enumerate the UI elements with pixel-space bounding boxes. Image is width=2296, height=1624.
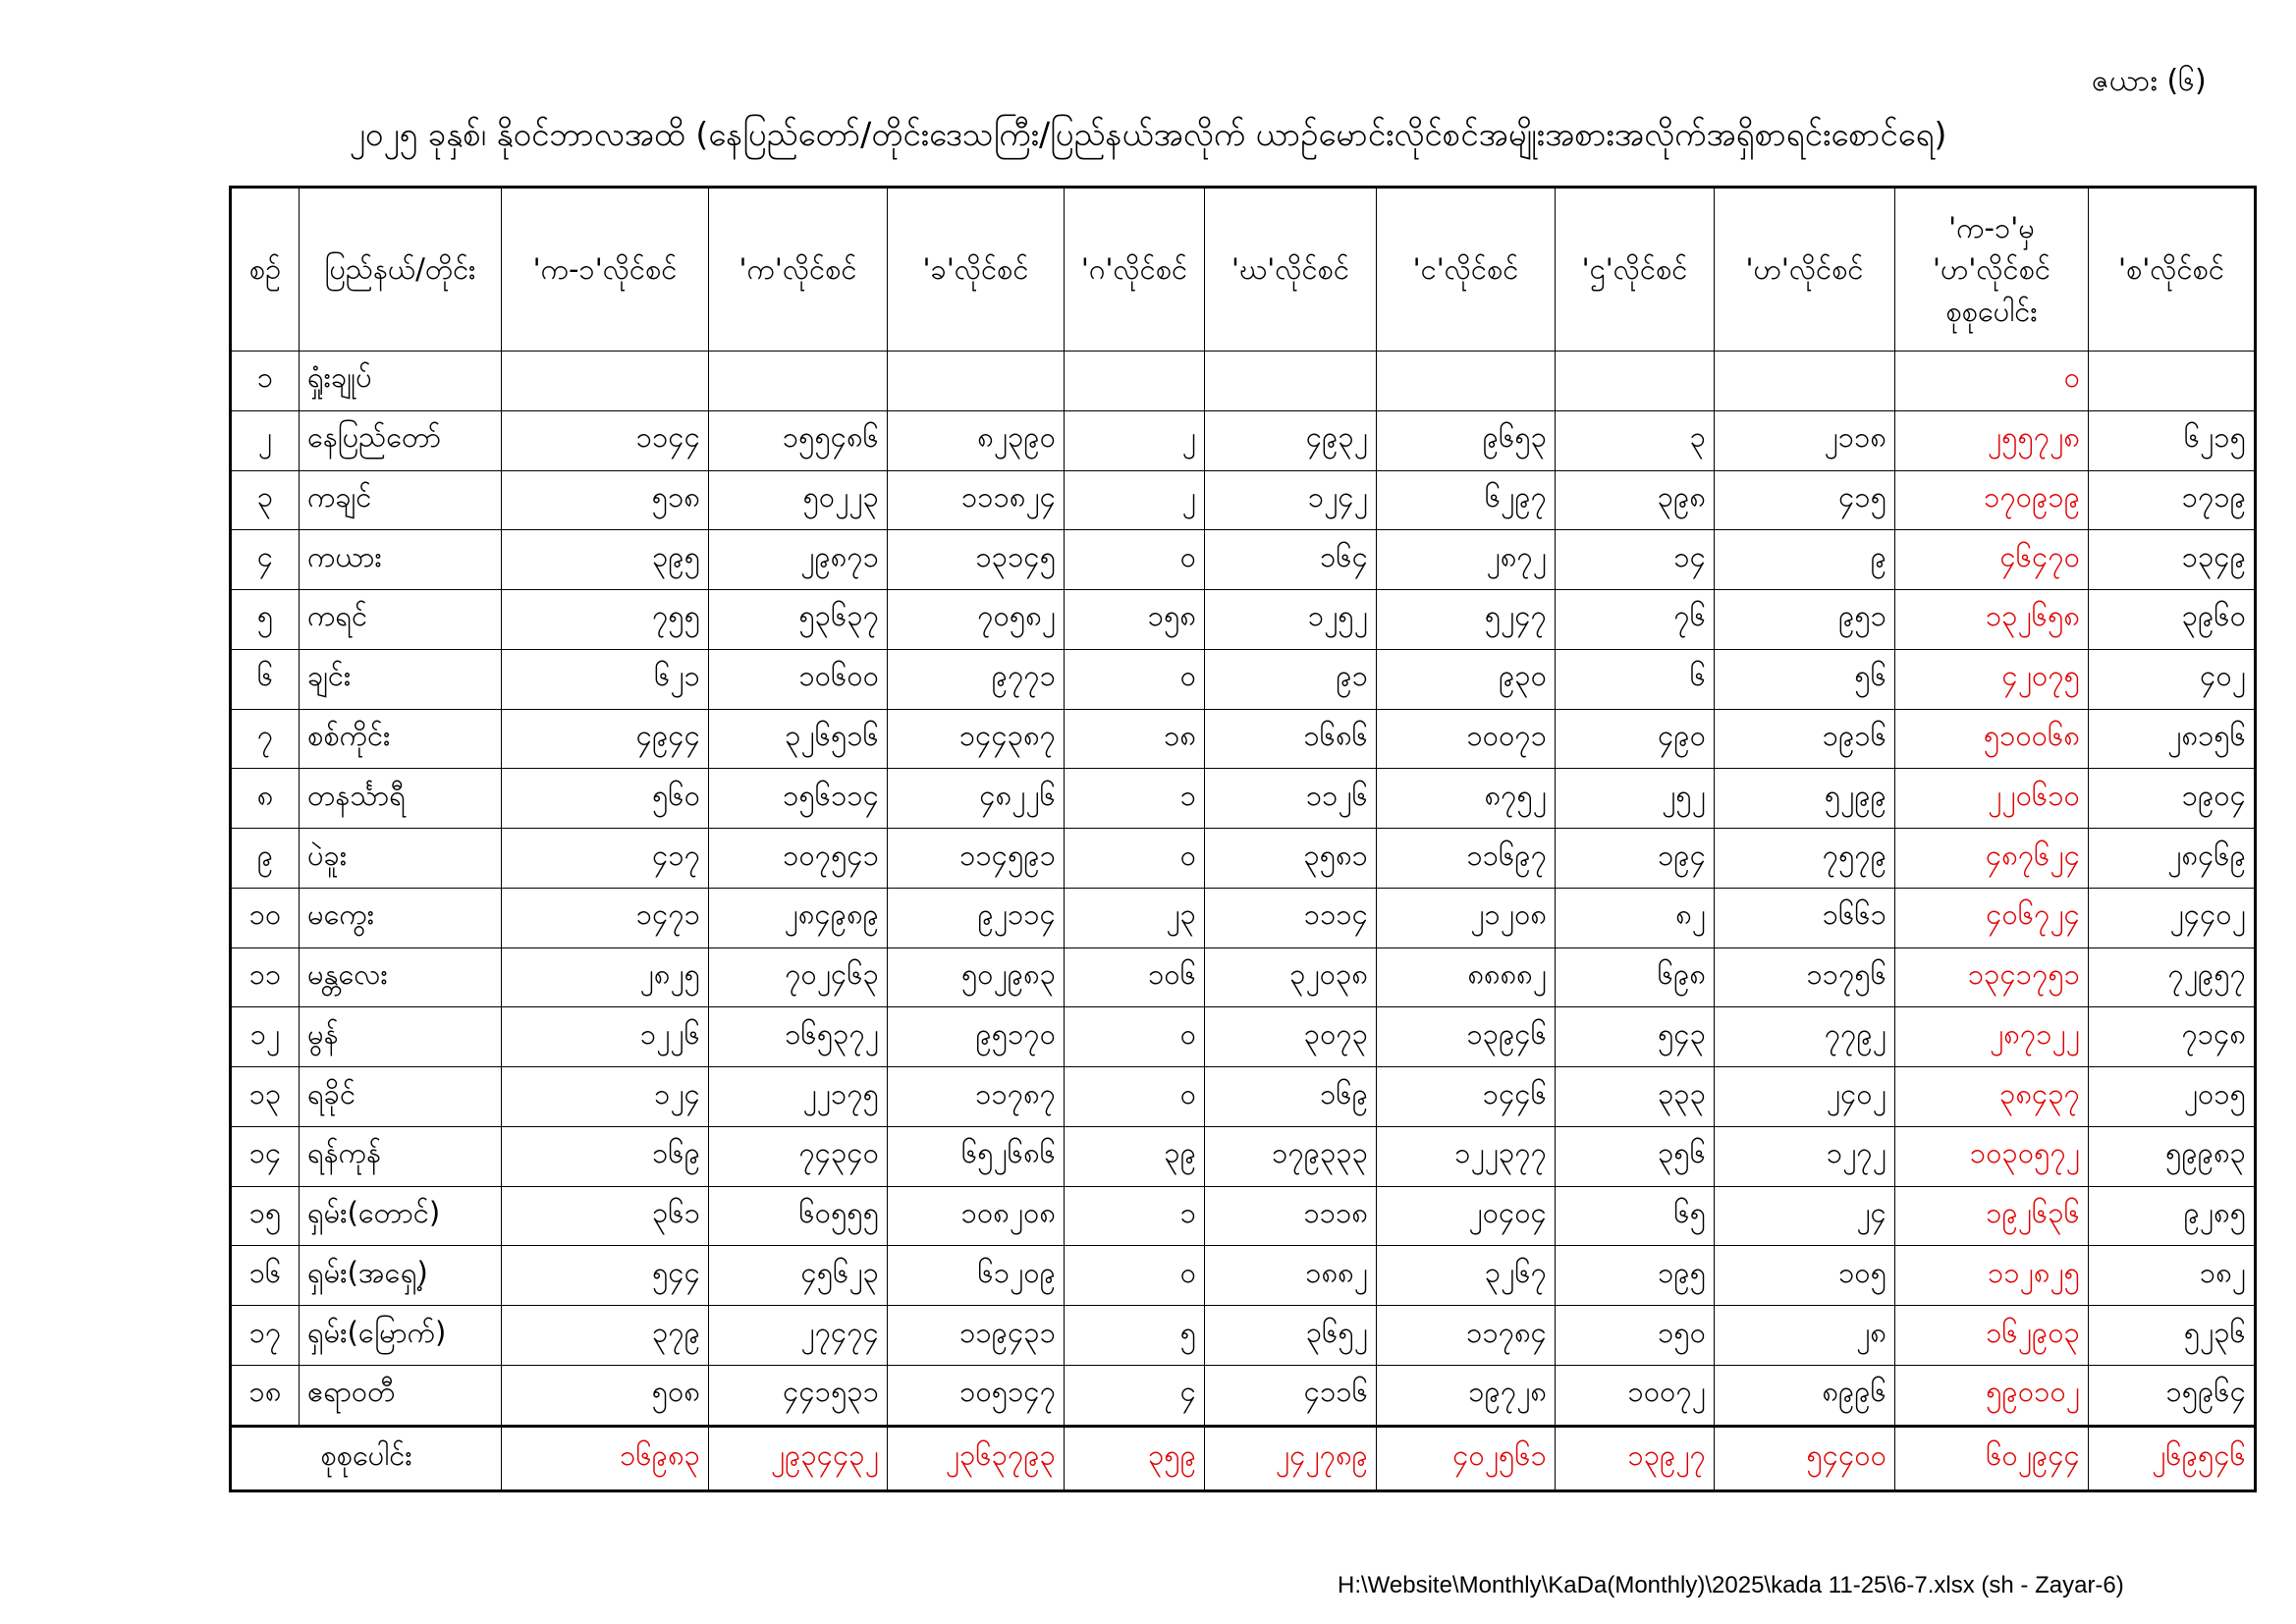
cell-kha: ၅၀၂၉၈၃ (888, 947, 1065, 1007)
cell-gha: ၁၁၁၄ (1205, 888, 1377, 947)
table-row (231, 709, 2256, 769)
cell-region: ကယား (300, 530, 502, 590)
cell-kha: ၄၈၂၂၆ (888, 769, 1065, 829)
cell-ha: ၅၂၉၉ (1715, 769, 1895, 829)
cell-nga: ၁၄၄၆ (1377, 1067, 1556, 1127)
cell-nga: ၁၉၇၂၈ (1377, 1366, 1556, 1427)
cell-ga: ၂၃ (1065, 888, 1205, 947)
cell-ga: ၁ (1065, 1186, 1205, 1246)
cell-gha: ၃၅၈၁ (1205, 829, 1377, 889)
cell-ka1: ၅၁၈ (502, 470, 709, 530)
cell-kha: ၁၁၁၈၂၄ (888, 470, 1065, 530)
cell-ga: ၁၅၈ (1065, 590, 1205, 650)
total-cell-nga: ၄၀၂၅၆၁ (1377, 1426, 1556, 1490)
cell-gha: ၁၆၈၆ (1205, 709, 1377, 769)
cell-sa: ၇၂၉၅၇ (2089, 947, 2256, 1007)
total-cell-total: ၆၀၂၉၄၄ (1895, 1426, 2089, 1490)
cell-ha: ၇၅၇၉ (1715, 829, 1895, 889)
cell-hta: ၁၀၀၇၂ (1556, 1366, 1715, 1427)
cell-ha: ၂၈ (1715, 1306, 1895, 1366)
cell-ha: ၂၄၀၂ (1715, 1067, 1895, 1127)
col-header-hta: 'ဌ'လိုင်စင် (1556, 188, 1715, 352)
cell-total: ၂၅၅၇၂၈ (1895, 410, 2089, 470)
cell-ha: ၉၅၁ (1715, 590, 1895, 650)
cell-serial: ၈ (231, 769, 300, 829)
cell-hta: ၁၅၀ (1556, 1306, 1715, 1366)
cell-gha: ၁၂၄၂ (1205, 470, 1377, 530)
cell-ha: ၈၉၉၆ (1715, 1366, 1895, 1427)
cell-serial: ၁၂ (231, 1007, 300, 1067)
cell-sa: ၆၂၁၅ (2089, 410, 2256, 470)
cell-total: ၁၆၂၉၀၃ (1895, 1306, 2089, 1366)
cell-ha: ၁၀၅ (1715, 1246, 1895, 1306)
cell-serial: ၁၁ (231, 947, 300, 1007)
cell-ha: ၇၇၉၂ (1715, 1007, 1895, 1067)
col-header-region: ပြည်နယ်/တိုင်း (300, 188, 502, 352)
cell-ka1: ၇၅၅ (502, 590, 709, 650)
cell-ka (709, 352, 888, 411)
cell-region: တနင်္သာရီ (300, 769, 502, 829)
cell-ha: ၁၂၇၂ (1715, 1126, 1895, 1186)
cell-hta: ၃၃၃ (1556, 1067, 1715, 1127)
cell-ha: ၉ (1715, 530, 1895, 590)
total-cell-hta: ၁၃၉၂၇ (1556, 1426, 1715, 1490)
cell-region: ကချင် (300, 470, 502, 530)
cell-kha: ၇၀၅၈၂ (888, 590, 1065, 650)
cell-total: ၁၀၃၀၅၇၂ (1895, 1126, 2089, 1186)
cell-hta: ၄၉၀ (1556, 709, 1715, 769)
cell-kha: ၁၄၄၃၈၇ (888, 709, 1065, 769)
cell-kha: ၁၀၈၂၀၈ (888, 1186, 1065, 1246)
cell-total: ၁၇၀၉၁၉ (1895, 470, 2089, 530)
cell-ha: ၁၆၆၁ (1715, 888, 1895, 947)
cell-total: ၄၈၇၆၂၄ (1895, 829, 2089, 889)
cell-ka: ၂၇၄၇၄ (709, 1306, 888, 1366)
cell-ga: ၂ (1065, 470, 1205, 530)
cell-kha: ၁၁၇၈၇ (888, 1067, 1065, 1127)
cell-total: ၂၈၇၁၂၂ (1895, 1007, 2089, 1067)
cell-kha: ၁၁၄၅၉၁ (888, 829, 1065, 889)
table-row (231, 1306, 2256, 1366)
cell-ka1: ၆၂၁ (502, 649, 709, 709)
cell-ga: ၀ (1065, 829, 1205, 889)
cell-hta: ၃ (1556, 410, 1715, 470)
cell-sa: ၁၉၀၄ (2089, 769, 2256, 829)
cell-sa: ၉၂၈၅ (2089, 1186, 2256, 1246)
cell-ka1: ၃၇၉ (502, 1306, 709, 1366)
cell-hta: ၇၆ (1556, 590, 1715, 650)
cell-hta: ၆၅ (1556, 1186, 1715, 1246)
cell-ka1: ၁၁၄၄ (502, 410, 709, 470)
cell-region: မကွေး (300, 888, 502, 947)
cell-ga: ၁၀၆ (1065, 947, 1205, 1007)
cell-ha: ၂၁၁၈ (1715, 410, 1895, 470)
cell-region: ပဲခူး (300, 829, 502, 889)
col-header-sa: 'စ'လိုင်စင် (2089, 188, 2256, 352)
cell-hta: ၅၄၃ (1556, 1007, 1715, 1067)
cell-serial: ၇ (231, 709, 300, 769)
cell-ka: ၁၆၅၃၇၂ (709, 1007, 888, 1067)
cell-nga: ၈၈၈၈၂ (1377, 947, 1556, 1007)
cell-serial: ၁၀ (231, 888, 300, 947)
cell-ga: ၀ (1065, 1246, 1205, 1306)
cell-hta: ၁၉၄ (1556, 829, 1715, 889)
table-row (231, 352, 2256, 411)
table-row (231, 947, 2256, 1007)
table-row (231, 590, 2256, 650)
cell-region: ရှမ်း(မြောက်) (300, 1306, 502, 1366)
cell-total: ၁၃၂၆၅၈ (1895, 590, 2089, 650)
cell-gha: ၃၆၅၂ (1205, 1306, 1377, 1366)
cell-gha: ၃၀၇၃ (1205, 1007, 1377, 1067)
cell-hta: ၃၅၆ (1556, 1126, 1715, 1186)
cell-nga: ၉၆၅၃ (1377, 410, 1556, 470)
cell-kha: ၆၅၂၆၈၆ (888, 1126, 1065, 1186)
cell-total: ၄၂၀၇၅ (1895, 649, 2089, 709)
table-row (231, 470, 2256, 530)
col-header-ga: 'ဂ'လိုင်စင် (1065, 188, 1205, 352)
table-row (231, 829, 2256, 889)
cell-serial: ၂ (231, 410, 300, 470)
cell-total: ၁၉၂၆၃၆ (1895, 1186, 2089, 1246)
cell-ka: ၂၈၄၉၈၉ (709, 888, 888, 947)
cell-ka1: ၄၁၇ (502, 829, 709, 889)
cell-ka: ၇၄၃၄၀ (709, 1126, 888, 1186)
page-title: ၂၀၂၅ ခုနှစ်၊ နိုဝင်ဘာလအထိ (နေပြည်တော်/တိုင်းဒေသကြီး/ပြည်နယ်အလိုက် ယာဉ်မောင်းလိုင်စင်အမျိုးအစားအလိုက်အရှိစာရင်းစောင်ရေ) (349, 115, 1947, 153)
cell-nga: ၉၃၀ (1377, 649, 1556, 709)
cell-nga: ၁၀၀၇၁ (1377, 709, 1556, 769)
col-header-serial: စဉ် (231, 188, 300, 352)
col-header-ka: 'က'လိုင်စင် (709, 188, 888, 352)
total-cell-ka: ၂၉၃၄၄၃၂ (709, 1426, 888, 1490)
cell-nga: ၃၂၆၇ (1377, 1246, 1556, 1306)
cell-kha: ၁၁၉၄၃၁ (888, 1306, 1065, 1366)
cell-region: စစ်ကိုင်း (300, 709, 502, 769)
cell-total: ၂၂၀၆၁၀ (1895, 769, 2089, 829)
total-cell-ka1: ၁၆၉၈၃ (502, 1426, 709, 1490)
cell-ga: ၄ (1065, 1366, 1205, 1427)
cell-sa: ၅၂၃၆ (2089, 1306, 2256, 1366)
cell-hta: ၆၉၈ (1556, 947, 1715, 1007)
cell-ha: ၄၁၅ (1715, 470, 1895, 530)
total-cell-ha: ၅၄၄၀၀ (1715, 1426, 1895, 1490)
cell-ka: ၃၂၆၅၁၆ (709, 709, 888, 769)
cell-gha: ၃၂၀၃၈ (1205, 947, 1377, 1007)
cell-sa: ၂၈၁၅၆ (2089, 709, 2256, 769)
cell-serial: ၁ (231, 352, 300, 411)
cell-serial: ၁၇ (231, 1306, 300, 1366)
cell-serial: ၁၆ (231, 1246, 300, 1306)
cell-ga: ၁၈ (1065, 709, 1205, 769)
cell-hta (1556, 352, 1715, 411)
cell-sa: ၁၇၁၉ (2089, 470, 2256, 530)
cell-ka: ၄၅၆၂၃ (709, 1246, 888, 1306)
cell-gha: ၄၁၁၆ (1205, 1366, 1377, 1427)
cell-ka1: ၅၀၈ (502, 1366, 709, 1427)
cell-region: ချင်း (300, 649, 502, 709)
cell-hta: ၁၉၅ (1556, 1246, 1715, 1306)
col-header-ha: 'ဟ'လိုင်စင် (1715, 188, 1895, 352)
cell-ka: ၁၅၅၄၈၆ (709, 410, 888, 470)
cell-sa: ၂၄၄၀၂ (2089, 888, 2256, 947)
cell-ka1: ၁၂၂၆ (502, 1007, 709, 1067)
table-row (231, 1007, 2256, 1067)
cell-kha: ၁၃၁၄၅ (888, 530, 1065, 590)
cell-sa: ၅၉၉၈၃ (2089, 1126, 2256, 1186)
totals-label: စုစုပေါင်း (231, 1426, 502, 1490)
license-table (229, 186, 2257, 1492)
cell-gha: ၄၉၃၂ (1205, 410, 1377, 470)
cell-nga: ၂၁၂၀၈ (1377, 888, 1556, 947)
cell-nga: ၁၁၇၈၄ (1377, 1306, 1556, 1366)
cell-region: ရခိုင် (300, 1067, 502, 1127)
cell-ka: ၂၉၈၇၁ (709, 530, 888, 590)
cell-ga: ၂ (1065, 410, 1205, 470)
col-header-gha: 'ဃ'လိုင်စင် (1205, 188, 1377, 352)
cell-ka: ၇၀၂၄၆၃ (709, 947, 888, 1007)
file-path-footer: H:\Website\Monthly\KaDa(Monthly)\2025\kada 11-25\6-7.xlsx (sh - Zayar-6) (1338, 1572, 2124, 1598)
cell-ka: ၁၀၆၀၀ (709, 649, 888, 709)
total-cell-kha: ၂၃၆၃၇၉၃ (888, 1426, 1065, 1490)
cell-nga (1377, 352, 1556, 411)
cell-sa: ၁၅၉၆၄ (2089, 1366, 2256, 1427)
cell-ka: ၅၀၂၂၃ (709, 470, 888, 530)
cell-gha: ၉၁ (1205, 649, 1377, 709)
totals-row (231, 1426, 2256, 1490)
cell-region: မွန် (300, 1007, 502, 1067)
cell-sa (2089, 352, 2256, 411)
table-row (231, 1366, 2256, 1427)
cell-ka: ၄၄၁၅၃၁ (709, 1366, 888, 1427)
cell-ka1: ၃၆၁ (502, 1186, 709, 1246)
cell-hta: ၁၄ (1556, 530, 1715, 590)
cell-serial: ၄ (231, 530, 300, 590)
cell-gha: ၁၈၈၂ (1205, 1246, 1377, 1306)
cell-region: ရှုံးချုပ် (300, 352, 502, 411)
cell-kha: ၆၁၂၀၉ (888, 1246, 1065, 1306)
cell-serial: ၃ (231, 470, 300, 530)
cell-sa: ၄၀၂ (2089, 649, 2256, 709)
total-cell-gha: ၂၄၂၇၈၉ (1205, 1426, 1377, 1490)
cell-ka1: ၂၈၂၅ (502, 947, 709, 1007)
cell-ga (1065, 352, 1205, 411)
table-row (231, 649, 2256, 709)
cell-ga: ၀ (1065, 1007, 1205, 1067)
cell-ka: ၁၀၇၅၄၁ (709, 829, 888, 889)
cell-ka: ၁၅၆၁၁၄ (709, 769, 888, 829)
cell-nga: ၁၂၂၃၇၇ (1377, 1126, 1556, 1186)
cell-region: ရှမ်း(တောင်) (300, 1186, 502, 1246)
cell-region: ဧရာဝတီ (300, 1366, 502, 1427)
cell-ha: ၁၉၁၆ (1715, 709, 1895, 769)
cell-hta: ၃၉၈ (1556, 470, 1715, 530)
table-row (231, 888, 2256, 947)
cell-gha: ၁၁၂၆ (1205, 769, 1377, 829)
cell-total: ၃၈၄၃၇ (1895, 1067, 2089, 1127)
cell-nga: ၁၁၆၉၇ (1377, 829, 1556, 889)
cell-total: ၅၁၀၀၆၈ (1895, 709, 2089, 769)
cell-sa: ၇၁၄၈ (2089, 1007, 2256, 1067)
cell-serial: ၆ (231, 649, 300, 709)
cell-nga: ၈၇၅၂ (1377, 769, 1556, 829)
cell-ga: ၅ (1065, 1306, 1205, 1366)
cell-ga: ၀ (1065, 1067, 1205, 1127)
cell-ga: ၀ (1065, 530, 1205, 590)
cell-region: နေပြည်တော် (300, 410, 502, 470)
cell-sa: ၃၉၆၀ (2089, 590, 2256, 650)
cell-serial: ၁၄ (231, 1126, 300, 1186)
cell-region: ကရင် (300, 590, 502, 650)
col-header-ka1: 'က-၁'လိုင်စင် (502, 188, 709, 352)
cell-kha (888, 352, 1065, 411)
cell-sa: ၁၃၄၉ (2089, 530, 2256, 590)
cell-serial: ၅ (231, 590, 300, 650)
cell-ka: ၆၀၅၅၅ (709, 1186, 888, 1246)
cell-hta: ၂၅၂ (1556, 769, 1715, 829)
total-cell-sa: ၂၆၉၅၄၆ (2089, 1426, 2256, 1490)
cell-ka1: ၅၄၄ (502, 1246, 709, 1306)
table-row (231, 530, 2256, 590)
cell-nga: ၅၂၄၇ (1377, 590, 1556, 650)
cell-ha: ၅၆ (1715, 649, 1895, 709)
table-row (231, 410, 2256, 470)
cell-ha: ၁၁၇၅၆ (1715, 947, 1895, 1007)
cell-ka1: ၅၆၀ (502, 769, 709, 829)
cell-total: ၄၀၆၇၂၄ (1895, 888, 2089, 947)
cell-total: ၁၃၄၁၇၅၁ (1895, 947, 2089, 1007)
cell-ka1: ၁၆၉ (502, 1126, 709, 1186)
cell-ga: ၀ (1065, 649, 1205, 709)
cell-total: ၅၉၀၁၀၂ (1895, 1366, 2089, 1427)
cell-region: မန္တလေး (300, 947, 502, 1007)
col-header-total: 'က-၁'မှ 'ဟ'လိုင်စင် စုစုပေါင်း (1895, 188, 2089, 352)
cell-sa: ၁၈၂ (2089, 1246, 2256, 1306)
table-row (231, 1126, 2256, 1186)
cell-gha: ၁၇၉၃၃၃ (1205, 1126, 1377, 1186)
total-cell-ga: ၃၅၉ (1065, 1426, 1205, 1490)
table-row (231, 1067, 2256, 1127)
cell-ka: ၅၃၆၃၇ (709, 590, 888, 650)
cell-kha: ၉၇၇၁ (888, 649, 1065, 709)
cell-serial: ၁၈ (231, 1366, 300, 1427)
cell-gha: ၁၂၅၂ (1205, 590, 1377, 650)
cell-total: ၁၁၂၈၂၅ (1895, 1246, 2089, 1306)
cell-ga: ၃၉ (1065, 1126, 1205, 1186)
cell-serial: ၁၃ (231, 1067, 300, 1127)
table-number-label: ဇယား (၆) (2092, 64, 2207, 98)
col-header-nga: 'င'လိုင်စင် (1377, 188, 1556, 352)
cell-ka1: ၃၉၅ (502, 530, 709, 590)
cell-nga: ၂၀၄၀၄ (1377, 1186, 1556, 1246)
cell-ka1: ၁၂၄ (502, 1067, 709, 1127)
header-row (231, 188, 2256, 352)
cell-ka1 (502, 352, 709, 411)
cell-nga: ၁၃၉၄၆ (1377, 1007, 1556, 1067)
cell-serial: ၁၅ (231, 1186, 300, 1246)
cell-kha: ၈၂၃၉၀ (888, 410, 1065, 470)
cell-total: ၀ (1895, 352, 2089, 411)
cell-kha: ၉၅၁၇၀ (888, 1007, 1065, 1067)
cell-gha: ၁၆၄ (1205, 530, 1377, 590)
cell-hta: ၈၂ (1556, 888, 1715, 947)
cell-ka1: ၁၄၇၁ (502, 888, 709, 947)
cell-gha (1205, 352, 1377, 411)
cell-ka1: ၄၉၄၄ (502, 709, 709, 769)
cell-sa: ၂၀၁၅ (2089, 1067, 2256, 1127)
cell-gha: ၁၁၁၈ (1205, 1186, 1377, 1246)
cell-region: ရန်ကုန် (300, 1126, 502, 1186)
cell-total: ၄၆၄၇၀ (1895, 530, 2089, 590)
cell-hta: ၆ (1556, 649, 1715, 709)
cell-ha: ၂၄ (1715, 1186, 1895, 1246)
cell-region: ရှမ်း(အရှေ့) (300, 1246, 502, 1306)
cell-kha: ၁၀၅၁၄၇ (888, 1366, 1065, 1427)
cell-sa: ၂၈၄၆၉ (2089, 829, 2256, 889)
cell-kha: ၉၂၁၁၄ (888, 888, 1065, 947)
cell-nga: ၆၂၉၇ (1377, 470, 1556, 530)
cell-gha: ၁၆၉ (1205, 1067, 1377, 1127)
cell-nga: ၂၈၇၂ (1377, 530, 1556, 590)
cell-ga: ၁ (1065, 769, 1205, 829)
cell-ka: ၂၂၁၇၅ (709, 1067, 888, 1127)
table-row (231, 1186, 2256, 1246)
cell-serial: ၉ (231, 829, 300, 889)
cell-ha (1715, 352, 1895, 411)
col-header-kha: 'ခ'လိုင်စင် (888, 188, 1065, 352)
table-row (231, 1246, 2256, 1306)
table-row (231, 769, 2256, 829)
